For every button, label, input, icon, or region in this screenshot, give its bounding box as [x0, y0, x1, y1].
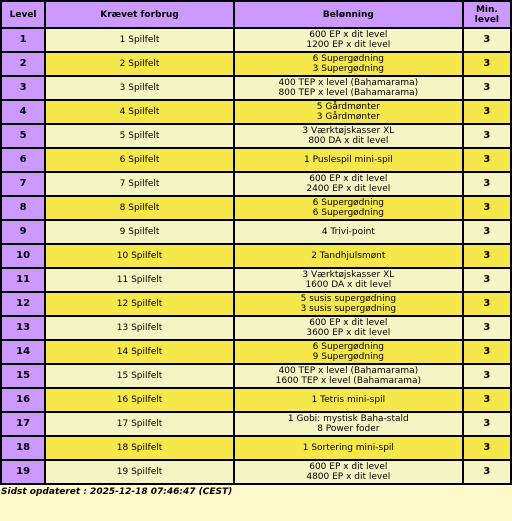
reward-line: 1 Puslespil mini-spil — [303, 155, 393, 165]
level-cell: 18 — [2, 437, 44, 459]
min-level-cell: 3 — [464, 437, 510, 459]
reward-cell — [235, 389, 462, 411]
reward-cell — [235, 77, 462, 99]
level-cell: 17 — [2, 413, 44, 435]
required-cell: 7 Spilfelt — [46, 173, 233, 195]
reward-line: 1600 TEP x level (Bahamarama) — [275, 376, 422, 386]
required-cell: 5 Spilfelt — [46, 125, 233, 147]
level-cell: 1 — [2, 29, 44, 51]
reward-cell — [235, 149, 462, 171]
table-row — [2, 341, 510, 363]
reward-cell — [235, 53, 462, 75]
required-cell: 1 Spilfelt — [46, 29, 233, 51]
reward-cell — [235, 125, 462, 147]
min-level-cell: 3 — [464, 317, 510, 339]
min-level-cell: 3 — [464, 149, 510, 171]
reward-cell — [235, 245, 462, 267]
level-cell: 10 — [2, 245, 44, 267]
reward-line: 3 susis supergødning — [300, 304, 397, 314]
reward-line: 3 Gårdmønter — [316, 112, 380, 122]
reward-line: 4 Trivi-point — [321, 227, 375, 237]
reward-line: 2 Tandhjulsmønt — [311, 251, 386, 261]
reward-cell — [235, 317, 462, 339]
level-cell: 13 — [2, 317, 44, 339]
level-cell: 5 — [2, 125, 44, 147]
header-min-level: Min. level — [464, 2, 510, 27]
table-row — [2, 245, 510, 267]
required-cell: 17 Spilfelt — [46, 413, 233, 435]
table-row — [2, 221, 510, 243]
reward-cell — [235, 293, 462, 315]
table-row — [2, 389, 510, 411]
required-cell: 3 Spilfelt — [46, 77, 233, 99]
reward-cell — [235, 365, 462, 387]
table-row — [2, 293, 510, 315]
reward-cell — [235, 221, 462, 243]
reward-line: 6 Supergødning — [312, 342, 385, 352]
table-row — [2, 125, 510, 147]
level-cell: 14 — [2, 341, 44, 363]
min-level-cell: 3 — [464, 221, 510, 243]
min-level-cell: 3 — [464, 77, 510, 99]
reward-cell — [235, 197, 462, 219]
min-level-cell: 3 — [464, 293, 510, 315]
reward-line: 1 Sortering mini-spil — [302, 443, 394, 453]
min-level-cell: 3 — [464, 125, 510, 147]
table-row — [2, 29, 510, 51]
min-level-cell: 3 — [464, 269, 510, 291]
level-cell: 9 — [2, 221, 44, 243]
reward-cell — [235, 437, 462, 459]
table-row — [2, 461, 510, 483]
reward-line: 800 TEP x level (Bahamarama) — [278, 88, 419, 98]
reward-line: 1 Tetris mini-spil — [311, 395, 386, 405]
level-cell: 15 — [2, 365, 44, 387]
level-cell: 4 — [2, 101, 44, 123]
level-cell: 12 — [2, 293, 44, 315]
reward-cell — [235, 29, 462, 51]
table-row — [2, 149, 510, 171]
min-level-cell: 3 — [464, 29, 510, 51]
reward-line: 1 Gobi: mystisk Baha-stald — [287, 414, 409, 424]
reward-line: 3 Værktøjskasser XL — [302, 126, 395, 136]
reward-line: 3 Værktøjskasser XL — [302, 270, 395, 280]
reward-line: 5 susis supergødning — [300, 294, 397, 304]
reward-line: 8 Power foder — [317, 424, 380, 434]
required-cell: 4 Spilfelt — [46, 101, 233, 123]
min-level-cell: 3 — [464, 341, 510, 363]
reward-line: 1200 EP x dit level — [306, 40, 391, 50]
level-cell: 16 — [2, 389, 44, 411]
reward-line: 3600 EP x dit level — [306, 328, 391, 338]
reward-line: 6 Supergødning — [312, 54, 385, 64]
required-cell: 8 Spilfelt — [46, 197, 233, 219]
required-cell: 10 Spilfelt — [46, 245, 233, 267]
min-level-cell: 3 — [464, 173, 510, 195]
min-level-cell: 3 — [464, 245, 510, 267]
reward-line: 600 EP x dit level — [309, 462, 388, 472]
table-row — [2, 197, 510, 219]
required-cell: 16 Spilfelt — [46, 389, 233, 411]
reward-cell — [235, 461, 462, 483]
reward-line: 800 DA x dit level — [308, 136, 389, 146]
table-row — [2, 173, 510, 195]
reward-cell — [235, 269, 462, 291]
min-level-cell: 3 — [464, 53, 510, 75]
reward-cell — [235, 173, 462, 195]
required-cell: 9 Spilfelt — [46, 221, 233, 243]
min-level-cell: 3 — [464, 413, 510, 435]
required-cell: 2 Spilfelt — [46, 53, 233, 75]
required-cell: 12 Spilfelt — [46, 293, 233, 315]
table-row — [2, 53, 510, 75]
reward-line: 600 EP x dit level — [309, 30, 388, 40]
min-level-cell: 3 — [464, 365, 510, 387]
reward-line: 400 TEP x level (Bahamarama) — [278, 366, 419, 376]
table-row — [2, 413, 510, 435]
header-row — [2, 2, 510, 27]
required-cell: 11 Spilfelt — [46, 269, 233, 291]
level-cell: 11 — [2, 269, 44, 291]
required-cell: 6 Spilfelt — [46, 149, 233, 171]
level-cell: 19 — [2, 461, 44, 483]
reward-line: 600 EP x dit level — [309, 174, 388, 184]
table-row — [2, 77, 510, 99]
header-level: Level — [2, 2, 44, 27]
level-cell: 2 — [2, 53, 44, 75]
last-updated: Sidst opdateret : 2025-12-18 07:46:47 (CEST) — [1, 487, 233, 497]
header-reward: Belønning — [235, 2, 462, 27]
reward-cell — [235, 413, 462, 435]
reward-line: 6 Supergødning — [312, 208, 385, 218]
required-cell: 13 Spilfelt — [46, 317, 233, 339]
required-cell: 14 Spilfelt — [46, 341, 233, 363]
min-level-cell: 3 — [464, 197, 510, 219]
reward-line: 400 TEP x level (Bahamarama) — [278, 78, 419, 88]
level-cell: 3 — [2, 77, 44, 99]
required-cell: 15 Spilfelt — [46, 365, 233, 387]
reward-line: 9 Supergødning — [312, 352, 385, 362]
table-row — [2, 269, 510, 291]
level-cell: 6 — [2, 149, 44, 171]
required-cell: 19 Spilfelt — [46, 461, 233, 483]
reward-cell — [235, 101, 462, 123]
min-level-cell: 3 — [464, 101, 510, 123]
header-required: Krævet forbrug — [46, 2, 233, 27]
reward-line: 2400 EP x dit level — [306, 184, 391, 194]
reward-cell — [235, 341, 462, 363]
reward-line: 5 Gårdmønter — [316, 102, 380, 112]
reward-line: 600 EP x dit level — [309, 318, 388, 328]
table-row — [2, 101, 510, 123]
reward-line: 1600 DA x dit level — [305, 280, 392, 290]
reward-line: 3 Supergødning — [312, 64, 385, 74]
level-cell: 8 — [2, 197, 44, 219]
level-cell: 7 — [2, 173, 44, 195]
min-level-cell: 3 — [464, 461, 510, 483]
reward-line: 6 Supergødning — [312, 198, 385, 208]
min-level-cell: 3 — [464, 389, 510, 411]
required-cell: 18 Spilfelt — [46, 437, 233, 459]
table-row — [2, 437, 510, 459]
table-row — [2, 365, 510, 387]
reward-line: 4800 EP x dit level — [306, 472, 391, 482]
table-row — [2, 317, 510, 339]
